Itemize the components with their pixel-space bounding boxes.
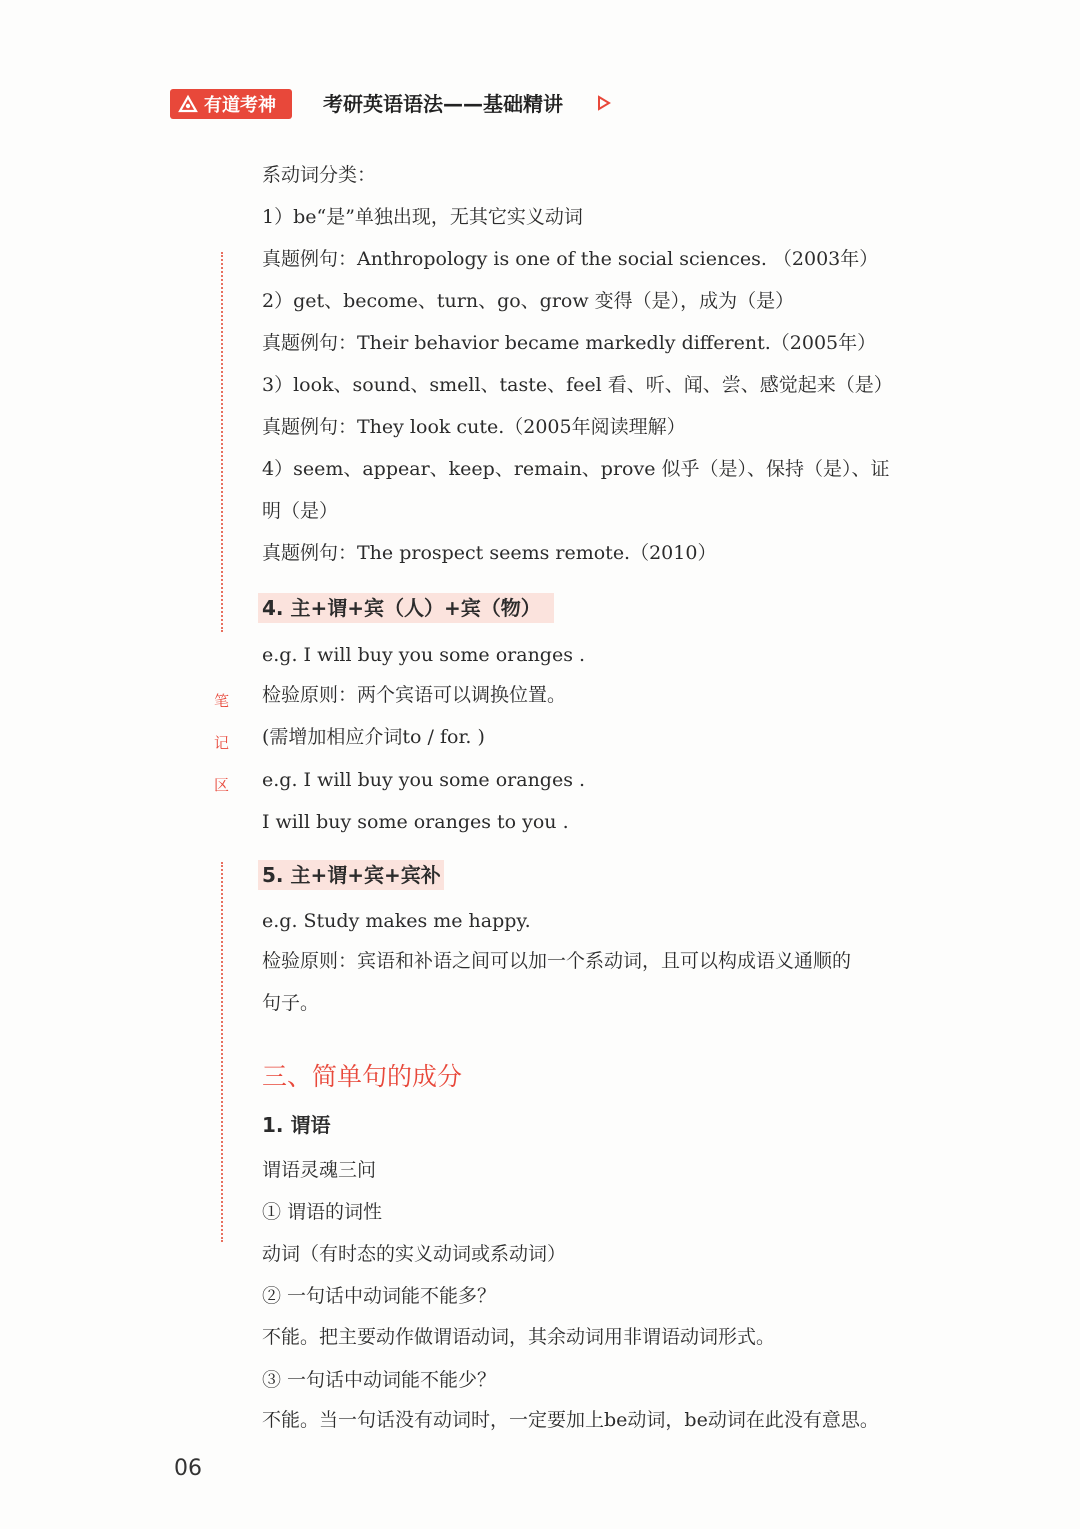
- chapter-section-title: 三、简单句的成分: [262, 1062, 463, 1091]
- text-line: 3）look、sound、smell、taste、feel 看、听、闻、尝、感觉起来（是）: [262, 374, 893, 396]
- text-line: 不能。把主要动作做谓语动词，其余动词用非谓语动词形式。: [262, 1326, 776, 1348]
- example-sentence: 真题例句：The prospect seems remote.（2010）: [262, 542, 717, 564]
- section-heading-1: 1. 谓语: [262, 1113, 331, 1137]
- text-line: 4）seem、appear、keep、remain、prove 似乎（是）、保持（是）、证: [262, 458, 890, 480]
- example-sentence: e.g. Study makes me happy.: [262, 910, 531, 932]
- text-line: 不能。当一句话没有动词时，一定要加上be动词，be动词在此没有意思。: [262, 1409, 879, 1431]
- example-sentence: 真题例句：Their behavior became markedly different.（2005年）: [262, 332, 877, 354]
- example-sentence: I will buy some oranges to you .: [262, 811, 569, 833]
- text-line: ① 谓语的词性: [262, 1201, 383, 1223]
- text-line: 检验原则：宾语和补语之间可以加一个系动词，且可以构成语义通顺的: [262, 950, 852, 972]
- text-line: 动词（有时态的实义动词或系动词）: [262, 1243, 567, 1265]
- text-line: 明（是）: [262, 500, 339, 522]
- book-title: 考研英语语法——基础精讲: [323, 92, 563, 116]
- text-line: 1）be“是”单独出现，无其它实义动词: [262, 206, 583, 228]
- example-sentence: e.g. I will buy you some oranges .: [262, 769, 586, 791]
- section-heading-5: 5. 主+谓+宾+宾补: [262, 863, 441, 887]
- example-sentence: 真题例句：They look cute.（2005年阅读理解）: [262, 416, 686, 438]
- note-area-label-3: 区: [214, 776, 230, 794]
- example-sentence: 真题例句：Anthropology is one of the social sciences. （2003年）: [262, 248, 879, 270]
- note-area-label-1: 笔: [214, 692, 230, 710]
- margin-dotted-line: [221, 252, 223, 632]
- play-triangle-icon: [597, 95, 611, 111]
- text-line: 检验原则：两个宾语可以调换位置。: [262, 684, 567, 706]
- brand-mark-icon: [178, 94, 198, 114]
- text-line: ③ 一句话中动词能不能少？: [262, 1369, 497, 1391]
- example-sentence: e.g. I will buy you some oranges .: [262, 644, 586, 666]
- text-line: (需增加相应介词to / for. ): [262, 726, 485, 748]
- note-area-label-2: 记: [214, 734, 230, 752]
- section-heading-4: 4. 主+谓+宾（人）+宾（物）: [262, 596, 541, 620]
- page-number: 06: [174, 1456, 202, 1481]
- text-line: 句子。: [262, 992, 320, 1014]
- text-line: ② 一句话中动词能不能多？: [262, 1285, 497, 1307]
- text-line: 系动词分类：: [262, 164, 377, 186]
- brand-logo-text: 有道考神: [204, 95, 276, 116]
- margin-dotted-line: [221, 862, 223, 1242]
- text-line: 谓语灵魂三问: [262, 1159, 377, 1181]
- brand-logo: [170, 89, 292, 119]
- text-line: 2）get、become、turn、go、grow 变得（是），成为（是）: [262, 290, 795, 312]
